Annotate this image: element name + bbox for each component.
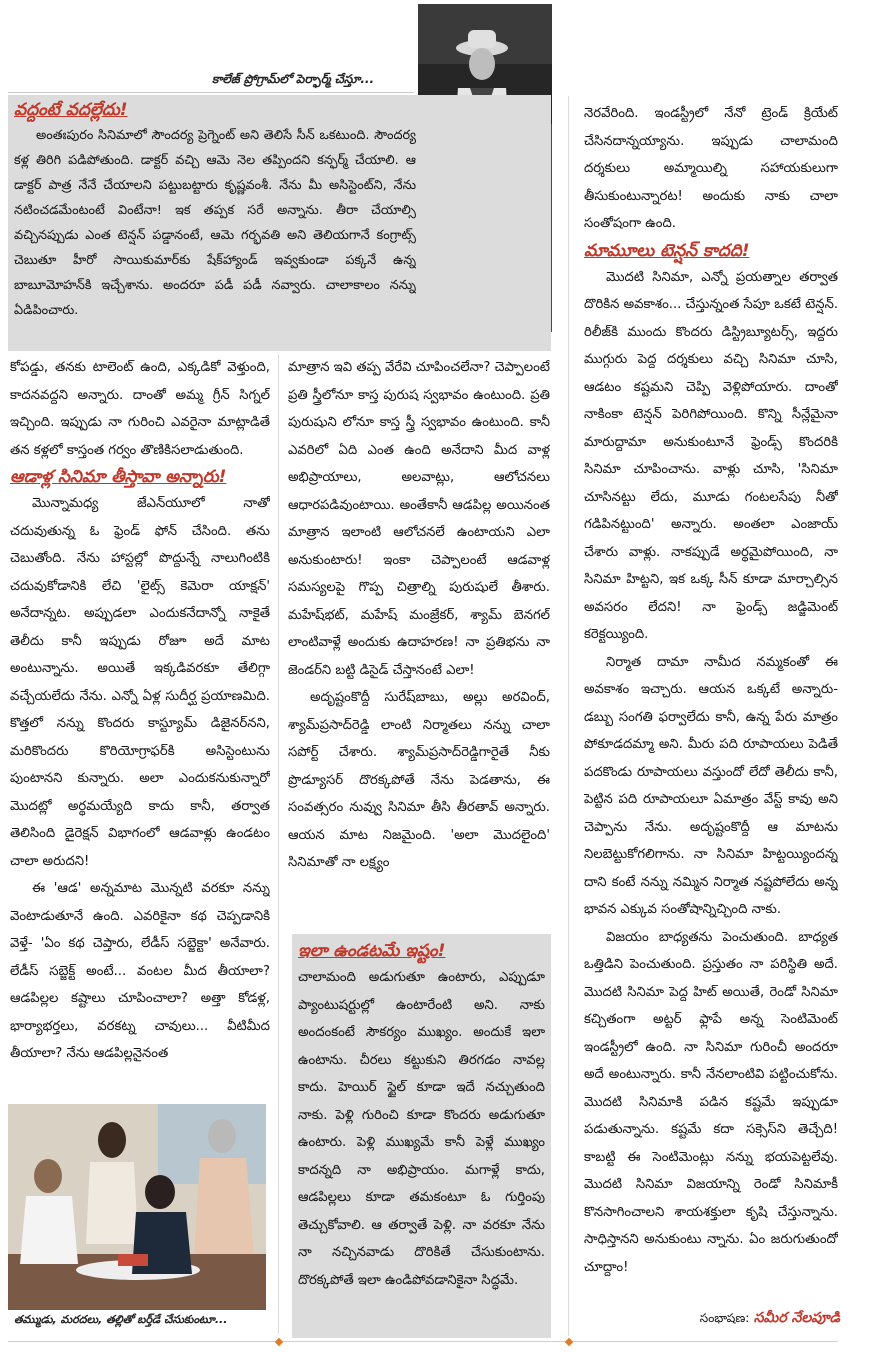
column-2 [288,354,550,934]
interview-credit [700,1310,840,1329]
family-image [8,1104,266,1310]
col2-para-2: అదృష్టంకొద్దీ సురేష్‌బాబు, అల్లు అరవింద్, శ్యామ్‌ప్రసాద్‌రెడ్డి లాంటి నిర్మాతలు నన్ను చాలా సపోర్ట్ చేశారు. శ్యామ్‌ప్రసాద్‌రెడ్డిగారైతే నీకు ప్రొడ్యూసర్ దొరక్కపోతే నేను పెడతాను, ఈ సంవత్సరం నువ్వు సినిమా తీసి తీరతావ్ అన్నారు. ఆయన మాట నిజమైంది. 'అలా మొదలైంది' సినిమాతో నా లక్ష్యం [288,690,550,870]
ornament-diamond-1 [275,1338,283,1346]
col3-para-4: విజయం బాధ్యతను పెంచుతుంది. బాధ్యత ఒత్తిడిని పెంచుతుంది. ప్రస్తుతం నా పరిస్థితి అదే. మొదటి సినిమా పెద్ద హిట్ అయితే, రెండో సినిమా కచ్చితంగా అట్టర్ ఫ్లాపే అన్న సెంటిమెంట్ ఇండస్ట్రీలో ఉంది. నా సినిమా గురించీ అందరూ అదే అంటున్నారు. కానీ నేనలాంటివి పట్టించుకోను. మొదటి సినిమాకి పడిన కష్టమే ఇప్పుడూ పడుతున్నాను. కష్టమే కదా సక్సెస్‌ని తెచ్చేది! కాబట్టి ఈ సెంటిమెంట్లు నన్ను భయపెట్టలేవు. మొదటి సినిమా విజయాన్ని రెండో సినిమాకీ కొనసాగించాలని శాయశక్తులా కృషి చేస్తున్నాను. సాధిస్తానని అనుకుంటు న్నాను. ఏం జరుగుతుందో చూద్దాం! [584,929,838,1275]
ornament-diamond-2 [565,1338,573,1346]
top-photo-caption: కాలేజ్ ప్రోగ్రామ్‌లో పెర్ఫార్మ్ చేస్తూ... [212,72,375,86]
column-3 [584,100,838,1304]
box-top-heading: వద్దంటే వదల్లేదు! [14,100,128,120]
column-1 [10,354,270,1098]
box-mid-paragraph: చాలామంది అడుగుతూ ఉంటారు, ఎప్పుడూ ప్యాంటుషర్టుల్లో ఉంటారేంటి అని. నాకు అందంకంటే సౌకర్యం ముఖ్యం. అందుకే ఇలా ఉంటాను. చీరలు కట్టుకుని తిరగడం నావల్ల కాదు. హెయిర్ స్టైల్ కూడా ఇదే నచ్చుతుంది నాకు. పెళ్లి గురించి కూడా కొందరు అడుగుతూ ఉంటారు. పెళ్లి ముఖ్యమే కానీ పెళ్లే ముఖ్యం కాదన్నది నా అభిప్రాయం. మగాళ్లే కాదు, ఆడపిల్లలు కూడా తమకంటూ ఓ గుర్తింపు తెచ్చుకోవాలి. ఆ తర్వాతే పెళ్లి. నా వరకూ నేను నా నచ్చినవాడు దొరికితే చేసుకుంటాను. దొరక్కపోతే ఇలా ఉండిపోవడానికైనా సిద్ధమే. [298,970,545,1288]
col1-para-2: మొన్నామధ్య జేఎన్‌యూలో నాతో చదువుతున్న ఓ ఫ్రెండ్ ఫోన్ చేసింది. తను చెబుతోంది. నేను హాస్టల్లో పొద్దున్నే నాలుగింటికి చదువుకోడానికి లేచి 'లైట్స్ కెమెరా యాక్షన్' అనేదాన్నట. అప్పుడలా ఎందుకనేదాన్నో నాకైతే తెలీదు కానీ ఇప్పుడు రోజూ అదే మాట అంటున్నాను. అయితే ఇక్కడివరకూ తేలిగ్గా వచ్చేయలేదు నేను. ఎన్నో ఏళ్ల సుదీర్ఘ ప్రయాణమిది. కొత్తలో నన్ను కొందరు కాస్ట్యూమ్ డిజైనర్‌నని, మరికొందరు కొరియోగ్రాఫర్‌కి అసిస్టెంటును పుంటానని కున్నారు. అలా ఎందుకనుకున్నారో మొదట్లో అర్థమయ్యేది కాదు కానీ, తర్వాత తెలిసింది డైరెక్షన్ విభాగంలో ఆడవాళ్లు ఉండటం చాలా అరుదని! [10,496,270,869]
caption-rule [8,92,414,93]
col3-heading: మామూలు టెన్షన్ కాదది! [584,240,750,261]
box-top-paragraph: అంతఃపురం సినిమాలో సౌందర్య ప్రెగ్నెంట్ అని తెలిసే సీన్ ఒకటుంది. సౌందర్య కళ్ల తిరిగి పడిపోతుంది. డాక్టర్ వచ్చి ఆమె నెల తప్పిందని కన్ఫర్మ్ చేయాలి. ఆ డాక్టర్ పాత్ర నేనే చేయాలని పట్టుబట్టారు కృష్ణవంశీ. నేను మీ అసిస్టెంట్‌ని, నేను నటించడమేంటంటే వింటేనా! ఇక తప్పక సరే అన్నాను. తీరా చేయాల్సి వచ్చినప్పుడు ఎంత టెన్షన్ పడ్డానంటే, ఆమె గర్భవతి అని తెలియగానే కంగ్రాట్స్ చెబుతూ హీరో సాయికుమార్‌కు షేక్‌హ్యాండ్ ఇవ్వకుండా పక్కనే ఉన్న బాబూమోహన్‌కి ఇచ్చేశాను. అందరూ పడీ పడీ నవ్వారు. చాలాకాలం నన్ను ఏడిపించారు. [14,128,416,318]
col3-para-2: మొదటి సినిమా, ఎన్నో ప్రయత్నాల తర్వాత దొరికిన అవకాశం... చేస్తున్నంత సేపూ ఒకటే టెన్షన్. రిలీజ్‌కి ముందు కొందరు డిస్ట్రిబ్యూటర్స్, ఇద్దరు ముగ్గురు పెద్ద దర్శకులు వచ్చి సినిమా చూసి, ఆడటం కష్టమని చెప్పి వెళ్లిపోయారు. దాంతో నాకింకా టెన్షన్ పెరిగిపోయింది. కొన్ని సీన్లేమైనా మారుద్దామా అనుకుంటూనే ఫ్రెండ్స్ కొందరికి సినిమా చూపించాను. వాళ్లు చూసి, 'సినిమా చూసినట్టు లేదు, మూడు గంటలసేపు నీతో గడిపినట్టుంది' అన్నారు. అంతలా ఎంజాయ్ చేశారు వాళ్లు. నాకప్పుడే అర్థమైపోయింది, నా సినిమా హిట్టని, ఇక ఒక్క సీన్ కూడా మార్చాల్సిన అవసరం లేదని! నా ఫ్రెండ్స్ జడ్జిమెంట్ కరెక్టయ్యింది. [584,269,838,642]
col1-intro: కోపడ్డు, తనకు టాలెంట్ ఉంది, ఎక్కడికో వెళ్తుంది, కాదనవద్దని అన్నారు. దాంతో అమ్మ గ్రీన్ సిగ్నల్ ఇచ్చింది. ఇప్పుడు నా గురించి ఎవరైనా మాట్లాడితే తన కళ్లలో కాస్తంత గర్వం తొణికిసలాడుతుంది. [10,360,270,458]
bottom-rule [8,1341,838,1342]
box-top-content [14,97,416,349]
box-mid-content [298,938,545,1334]
col3-para-3: నిర్మాత దామా నామీద నమ్మకంతో ఈ అవకాశం ఇచ్చారు. ఆయన ఒక్కటే అన్నారు- డబ్బు సంగతి ఫర్వాలేదు కానీ, ఉన్న పేరు మాత్రం పోకూడదమ్మా అని. మీరు పది రూపాయలు పెడితే పదకొండు రూపాయలు వస్తుందో లేదో తెలీదు కానీ, పెట్టిన పది రూపాయలూ ఏమాత్రం వేస్ట్ కావు అని చెప్పాను నేను. అదృష్టంకొద్దీ ఆ మాటను నిలబెట్టుకోగలిగాను. నా సినిమా హిట్టయ్యిందన్న దాని కంటే నన్ను నమ్మిన నిర్మాత నష్టపోలేదు అన్న భావన ఎక్కువ సంతోషాన్నిచ్చింది నాకు. [584,654,838,917]
col1-heading: ఆడాళ్ల సినిమా తీస్తావా అన్నారు! [10,467,227,487]
col1-para-3: ఈ 'ఆడ' అన్నమాట మొన్నటి వరకూ నన్ను వెంటాడుతూనే ఉంది. ఎవరికైనా కథ చెప్పడానికి వెళ్తే- 'ఏం కథ చెప్తారు, లేడీస్ సబ్జెక్టా' అనేవారు. లేడీస్ సబ్జెక్ట్ అంటే... వంటల మీద తీయాలా? ఆడపిల్లల కష్టాలు చూపించాలా? అత్తా కోడళ్ల, భార్యాభర్తలు, వరకట్న చావులు... వీటిమీద తీయాలా? నేను ఆడపిల్లనైనంత [10,881,270,1061]
column-divider-left [278,354,279,1334]
column-divider-right [568,96,569,1336]
col3-para-1: నెరవేరింది. ఇండస్ట్రీలో నేనో ట్రెండ్ క్రియేట్ చేసినదాన్నయ్యాను. ఇప్పుడు చాలామంది దర్శకులు అమ్మాయిల్ని సహాయకులుగా తీసుకుంటున్నారట! అందుకు నాకు చాలా సంతోషంగా ఉంది. [584,106,838,231]
credit-label: సంభాషణ: [699,1311,750,1325]
credit-name: సమీర నేలపూడి [753,1310,840,1326]
box-mid-heading: ఇలా ఉండటమే ఇష్టం! [298,941,446,961]
bottom-photo [8,1104,266,1310]
col2-para-1: మాత్రాన ఇవి తప్ప వేరేవి చూపించలేనా? చెప్పాలంటే ప్రతి స్త్రీలోనూ కాస్త పురుష స్వభావం ఉంటుంది. ప్రతి పురుషుని లోనూ కాస్త స్త్రీ స్వభావం ఉంటుంది. కానీ ఎవరిలో ఏది ఎంత ఉంది అనేదాని మీద వాళ్ల అభిప్రాయాలు, అలవాట్లు, ఆలోచనలు ఆధారపడివుంటాయి. అంతేకానీ ఆడపిల్ల అయినంత మాత్రాన ఇలాంటి ఆలోచనలే ఉంటాయని ఎలా అనుకుంటారు! ఇంకా చెప్పాలంటే ఆడవాళ్ల సమస్యలపై గొప్ప చిత్రాల్ని పురుషులే తీశారు. మహేష్‌భట్, మహేష్ మంజ్రేకర్, శ్యామ్ బెనగల్ లాంటివాళ్లే అందుకు ఉదాహరణ! నా ప్రతిభను నా జెండర్‌ని బట్టి డిసైడ్ చేస్తానంటే ఎలా! [288,360,550,678]
bottom-photo-caption: తమ్ముడు, మరదలు, తల్లితో బర్త్‌డే చేసుకుంటూ... [14,1313,228,1326]
